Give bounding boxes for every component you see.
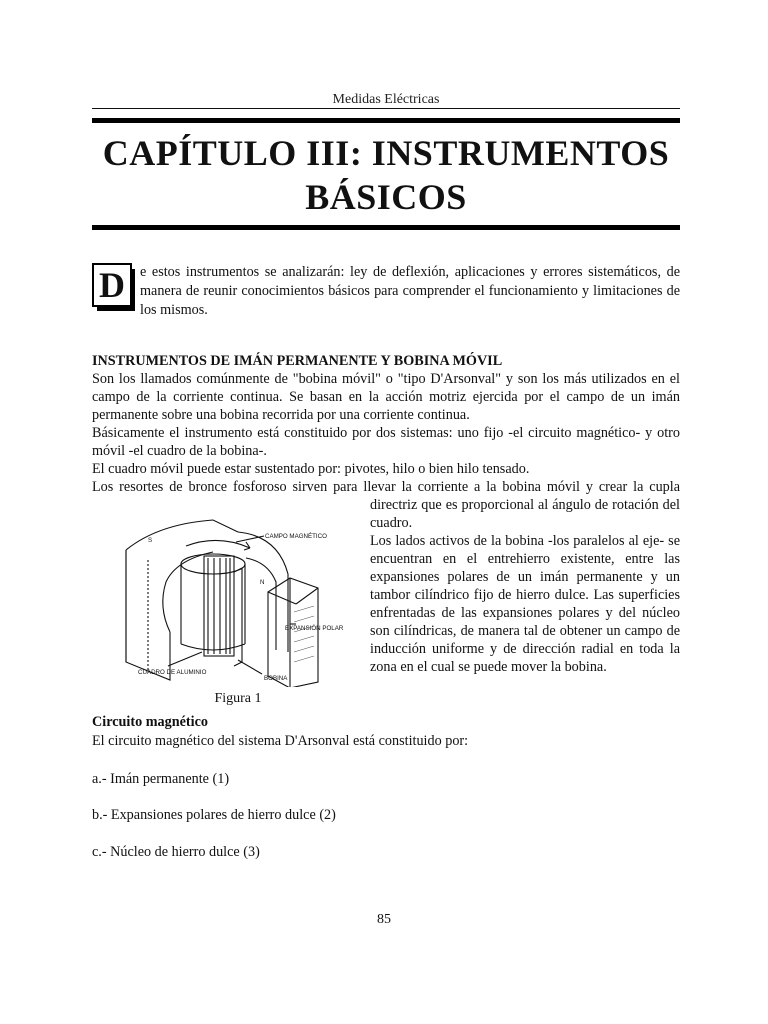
right-column-text <box>370 496 680 676</box>
section-paragraph-2: Básicamente el instrumento está constituido por dos sistemas: uno fijo -el circuito magnético- y otro móvil -el cuadro de la bobina-. <box>92 425 680 459</box>
chapter-title-line-2: BÁSICOS <box>305 177 467 217</box>
label-coil: BOBINA <box>264 675 288 682</box>
drop-cap <box>92 263 136 313</box>
list-item: c.- Núcleo de hierro dulce (3) <box>92 844 260 860</box>
drop-cap-letter: D <box>92 263 132 307</box>
header-rule <box>92 108 680 109</box>
section-paragraph-1: Son los llamados comúnmente de "bobina móvil" o "tipo D'Arsonval" y son los más utilizados en el campo de la corriente continua. Se basan en la acción motriz ejercida por el campo de un imán permanente sobre una bobina recorrida por una corriente continua. <box>92 371 680 423</box>
figure-caption: Figura 1 <box>214 691 262 706</box>
label-pole-expansion: EXPANSIÓN POLAR <box>285 625 344 632</box>
page-number: 85 <box>377 912 391 927</box>
figure-illustration <box>118 512 368 687</box>
running-header: Medidas Eléctricas <box>332 92 440 107</box>
subsection-text: El circuito magnético del sistema D'Arsonval está constituido por: <box>92 733 469 749</box>
title-top-rule <box>92 118 680 123</box>
list-item: a.- Imán permanente (1) <box>92 771 230 787</box>
label-n-pole: N <box>260 579 265 586</box>
label-aluminum-frame: CUADRO DE ALUMINIO <box>138 669 207 676</box>
chapter-title-line-1: CAPÍTULO III: INSTRUMENTOS <box>102 133 670 173</box>
label-magnetic-field: CAMPO MAGNÉTICO <box>265 533 327 540</box>
intro-paragraph: e estos instrumentos se analizarán: ley de deflexión, aplicaciones y errores sistemáticos, de manera de reunir conocimientos básicos para comprender el funcionamiento y limitaciones de los mismos. <box>140 264 680 318</box>
right-column-paragraph-1: directriz que es proporcional al ángulo de rotación del cuadro. <box>370 497 680 531</box>
chapter-title <box>92 131 680 219</box>
right-column-paragraph-2: Los lados activos de la bobina -los paralelos al eje- se encuentran en el entrehierro existente, entre las expansiones polares de un imán permanente y un tambor cilíndrico fijo de hierro dulce. Las superficies enfrentadas de las expansiones polares y del núcleo son cilíndricas, de manera tal de obtener un campo de inducción uniforme y de dirección radial en toda la zona en el cual se puede mover la bobina. <box>370 533 680 675</box>
list-item: b.- Expansiones polares de hierro dulce (2) <box>92 807 336 823</box>
subsection-heading: Circuito magnético <box>92 714 208 730</box>
figure-darsonval-mechanism <box>118 512 368 687</box>
title-bottom-rule <box>92 225 680 230</box>
section-body <box>92 370 680 496</box>
section-heading: INSTRUMENTOS DE IMÁN PERMANENTE Y BOBINA MÓVIL <box>92 353 503 369</box>
label-s-pole: S <box>148 537 153 544</box>
section-paragraph-4: Los resortes de bronce fosforoso sirven para llevar la corriente a la bobina móvil y crear la cupla <box>92 479 680 495</box>
section-paragraph-3: El cuadro móvil puede estar sustentado por: pivotes, hilo o bien hilo tensado. <box>92 461 530 477</box>
